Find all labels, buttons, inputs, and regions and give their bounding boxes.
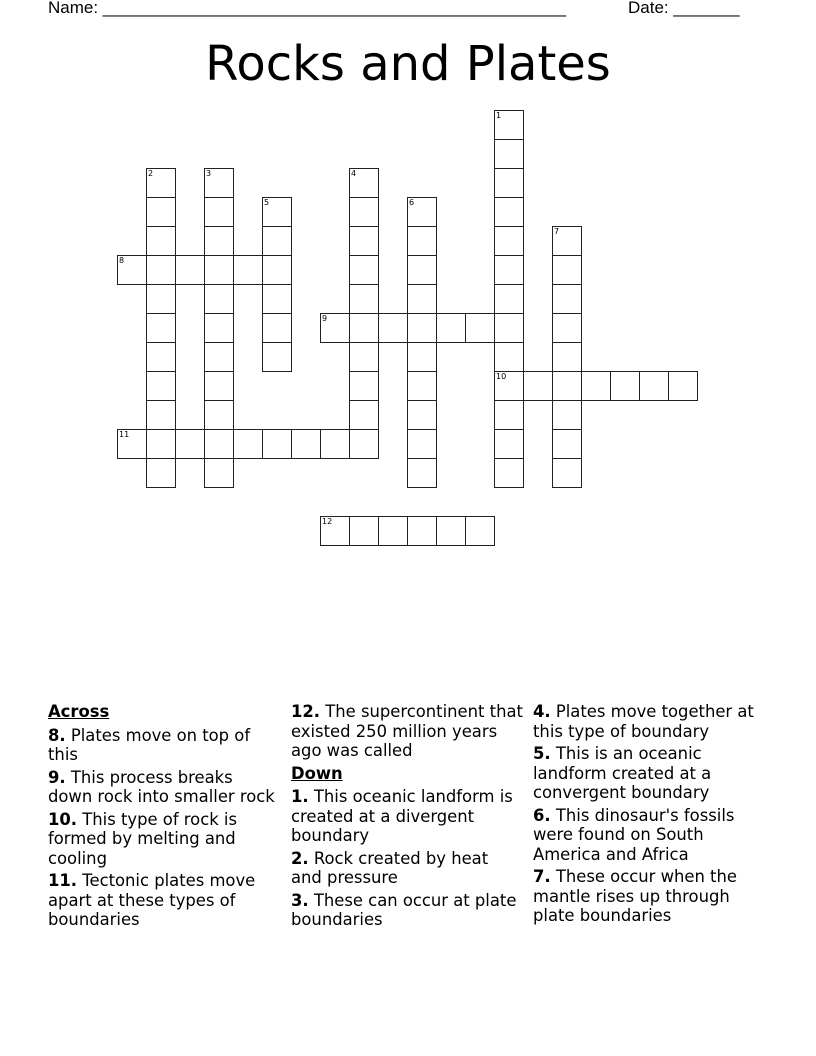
grid-cell[interactable] — [552, 284, 582, 314]
clue-number: 11. — [48, 871, 78, 890]
grid-cell[interactable] — [494, 168, 524, 198]
grid-cell[interactable] — [146, 429, 176, 459]
clue-text: These occur when the mantle rises up through plate boundaries — [533, 867, 737, 925]
grid-cell[interactable] — [436, 516, 466, 546]
grid-cell[interactable] — [552, 371, 582, 401]
grid-cell[interactable] — [407, 284, 437, 314]
cell-number: 6 — [409, 198, 415, 207]
cell-number: 7 — [554, 227, 560, 236]
grid-cell[interactable] — [349, 226, 379, 256]
grid-cell[interactable] — [117, 255, 147, 285]
cell-number: 8 — [119, 256, 125, 265]
grid-cell[interactable] — [349, 197, 379, 227]
clue-down-5 — [533, 744, 773, 803]
grid-cell[interactable] — [349, 313, 379, 343]
grid-cell[interactable] — [378, 516, 408, 546]
grid-cell[interactable] — [320, 313, 350, 343]
grid-cell[interactable] — [146, 226, 176, 256]
down-heading: Down — [291, 763, 343, 783]
grid-cell[interactable] — [146, 458, 176, 488]
clue-text: Rock created by heat and pressure — [291, 848, 489, 887]
grid-cell[interactable] — [465, 516, 495, 546]
grid-cell[interactable] — [494, 110, 524, 140]
grid-cell[interactable] — [552, 458, 582, 488]
grid-cell[interactable] — [204, 400, 234, 430]
grid-cell[interactable] — [204, 255, 234, 285]
grid-cell[interactable] — [436, 313, 466, 343]
clue-down-4 — [533, 702, 773, 741]
grid-cell[interactable] — [407, 342, 437, 372]
grid-cell[interactable] — [494, 342, 524, 372]
clue-text: This oceanic landform is created at a divergent boundary — [291, 787, 513, 845]
cell-number: 2 — [148, 169, 154, 178]
clue-column-2 — [291, 702, 523, 933]
clue-across-8 — [48, 726, 280, 765]
grid-cell[interactable] — [349, 400, 379, 430]
grid-cell[interactable] — [494, 458, 524, 488]
grid-cell[interactable] — [552, 342, 582, 372]
clue-down-2 — [291, 849, 523, 888]
grid-cell[interactable] — [494, 197, 524, 227]
cell-number: 3 — [206, 169, 212, 178]
clue-across-9 — [48, 768, 280, 807]
grid-cell[interactable] — [262, 429, 292, 459]
grid-cell[interactable] — [146, 197, 176, 227]
grid-cell[interactable] — [146, 284, 176, 314]
clue-number: 12. — [291, 702, 321, 721]
grid-cell[interactable] — [262, 313, 292, 343]
clue-number: 2. — [291, 848, 309, 868]
grid-cell[interactable] — [204, 342, 234, 372]
clue-down-3 — [291, 891, 523, 930]
grid-cell[interactable] — [204, 313, 234, 343]
grid-cell[interactable] — [581, 371, 611, 401]
grid-cell[interactable] — [262, 342, 292, 372]
grid-cell[interactable] — [146, 371, 176, 401]
cell-number: 1 — [496, 111, 502, 120]
clue-number: 6. — [533, 805, 551, 825]
grid-cell[interactable] — [552, 226, 582, 256]
clue-text: Plates move on top of this — [48, 725, 251, 764]
cell-number: 9 — [322, 314, 328, 323]
grid-cell[interactable] — [349, 168, 379, 198]
clue-across-10 — [48, 810, 280, 869]
grid-cell[interactable] — [349, 255, 379, 285]
grid-cell[interactable] — [523, 371, 553, 401]
grid-cell[interactable] — [494, 226, 524, 256]
grid-cell[interactable] — [262, 255, 292, 285]
grid-cell[interactable] — [146, 342, 176, 372]
grid-cell[interactable] — [262, 284, 292, 314]
clue-text: These can occur at plate boundaries — [291, 890, 517, 929]
grid-cell[interactable] — [494, 400, 524, 430]
cell-number: 5 — [264, 198, 270, 207]
grid-cell[interactable] — [407, 516, 437, 546]
clue-number: 8. — [48, 725, 66, 745]
grid-cell[interactable] — [407, 458, 437, 488]
grid-cell[interactable] — [552, 400, 582, 430]
grid-cell[interactable] — [262, 226, 292, 256]
grid-cell[interactable] — [407, 371, 437, 401]
grid-cell[interactable] — [494, 371, 524, 401]
grid-cell[interactable] — [320, 429, 350, 459]
grid-cell[interactable] — [233, 255, 263, 285]
grid-cell[interactable] — [407, 429, 437, 459]
grid-cell[interactable] — [668, 371, 698, 401]
grid-cell[interactable] — [175, 255, 205, 285]
clue-number: 3. — [291, 890, 309, 910]
grid-cell[interactable] — [639, 371, 669, 401]
grid-cell[interactable] — [291, 429, 321, 459]
clue-number: 10. — [48, 809, 78, 829]
across-heading: Across — [48, 702, 110, 721]
clue-across-12 — [291, 702, 523, 761]
grid-cell[interactable] — [465, 313, 495, 343]
grid-cell[interactable] — [407, 226, 437, 256]
grid-cell[interactable] — [204, 371, 234, 401]
grid-cell[interactable] — [204, 226, 234, 256]
grid-cell[interactable] — [146, 255, 176, 285]
grid-cell[interactable] — [407, 197, 437, 227]
grid-cell[interactable] — [407, 313, 437, 343]
grid-cell[interactable] — [146, 313, 176, 343]
clue-text: Tectonic plates move apart at these types of boundaries — [48, 871, 256, 929]
clue-text: This is an oceanic landform created at a convergent boundary — [533, 744, 712, 802]
clue-down-7 — [533, 867, 773, 926]
grid-cell[interactable] — [233, 429, 263, 459]
clue-across-11 — [48, 871, 280, 930]
grid-cell[interactable] — [146, 400, 176, 430]
name-field[interactable]: Name: _________________________________________________ — [48, 0, 567, 17]
grid-cell[interactable] — [610, 371, 640, 401]
grid-cell[interactable] — [494, 284, 524, 314]
clue-number: 4. — [533, 702, 551, 721]
grid-cell[interactable] — [262, 197, 292, 227]
date-field[interactable]: Date: _______ — [628, 0, 740, 17]
cell-number: 10 — [496, 372, 507, 381]
grid-cell[interactable] — [349, 284, 379, 314]
grid-cell[interactable] — [175, 429, 205, 459]
clue-number: 1. — [291, 787, 309, 806]
grid-cell[interactable] — [494, 429, 524, 459]
grid-cell[interactable] — [407, 255, 437, 285]
grid-cell[interactable] — [204, 284, 234, 314]
page-title: Rocks and Plates — [205, 36, 611, 92]
clue-text: This type of rock is formed by melting and cooling — [48, 809, 238, 868]
grid-cell[interactable] — [204, 458, 234, 488]
clue-number: 7. — [533, 867, 551, 886]
clue-column-1 — [48, 702, 280, 933]
grid-cell[interactable] — [204, 168, 234, 198]
clue-number: 9. — [48, 767, 66, 787]
grid-cell[interactable] — [349, 371, 379, 401]
grid-cell[interactable] — [146, 168, 176, 198]
cell-number: 4 — [351, 169, 357, 178]
clue-number: 5. — [533, 744, 551, 763]
grid-cell[interactable] — [204, 197, 234, 227]
grid-cell[interactable] — [204, 429, 234, 459]
grid-cell[interactable] — [320, 516, 350, 546]
clue-down-6 — [533, 806, 773, 865]
grid-cell[interactable] — [494, 313, 524, 343]
grid-cell[interactable] — [552, 255, 582, 285]
grid-cell[interactable] — [494, 255, 524, 285]
grid-cell[interactable] — [349, 342, 379, 372]
grid-cell[interactable] — [378, 313, 408, 343]
cell-number: 11 — [119, 430, 130, 439]
grid-cell[interactable] — [117, 429, 147, 459]
clue-text: This process breaks down rock into smaller rock — [48, 767, 275, 806]
grid-cell[interactable] — [552, 313, 582, 343]
clue-text: This dinosaur's fossils were found on South America and Africa — [533, 805, 735, 864]
clue-down-1 — [291, 787, 523, 846]
grid-cell[interactable] — [349, 516, 379, 546]
cell-number: 12 — [322, 517, 333, 526]
grid-cell[interactable] — [407, 400, 437, 430]
clue-text: Plates move together at this type of boundary — [533, 702, 754, 741]
clue-column-3 — [533, 702, 773, 929]
clue-text: The supercontinent that existed 250 million years ago was called — [291, 702, 523, 760]
grid-cell[interactable] — [552, 429, 582, 459]
grid-cell[interactable] — [494, 139, 524, 169]
grid-cell[interactable] — [349, 429, 379, 459]
